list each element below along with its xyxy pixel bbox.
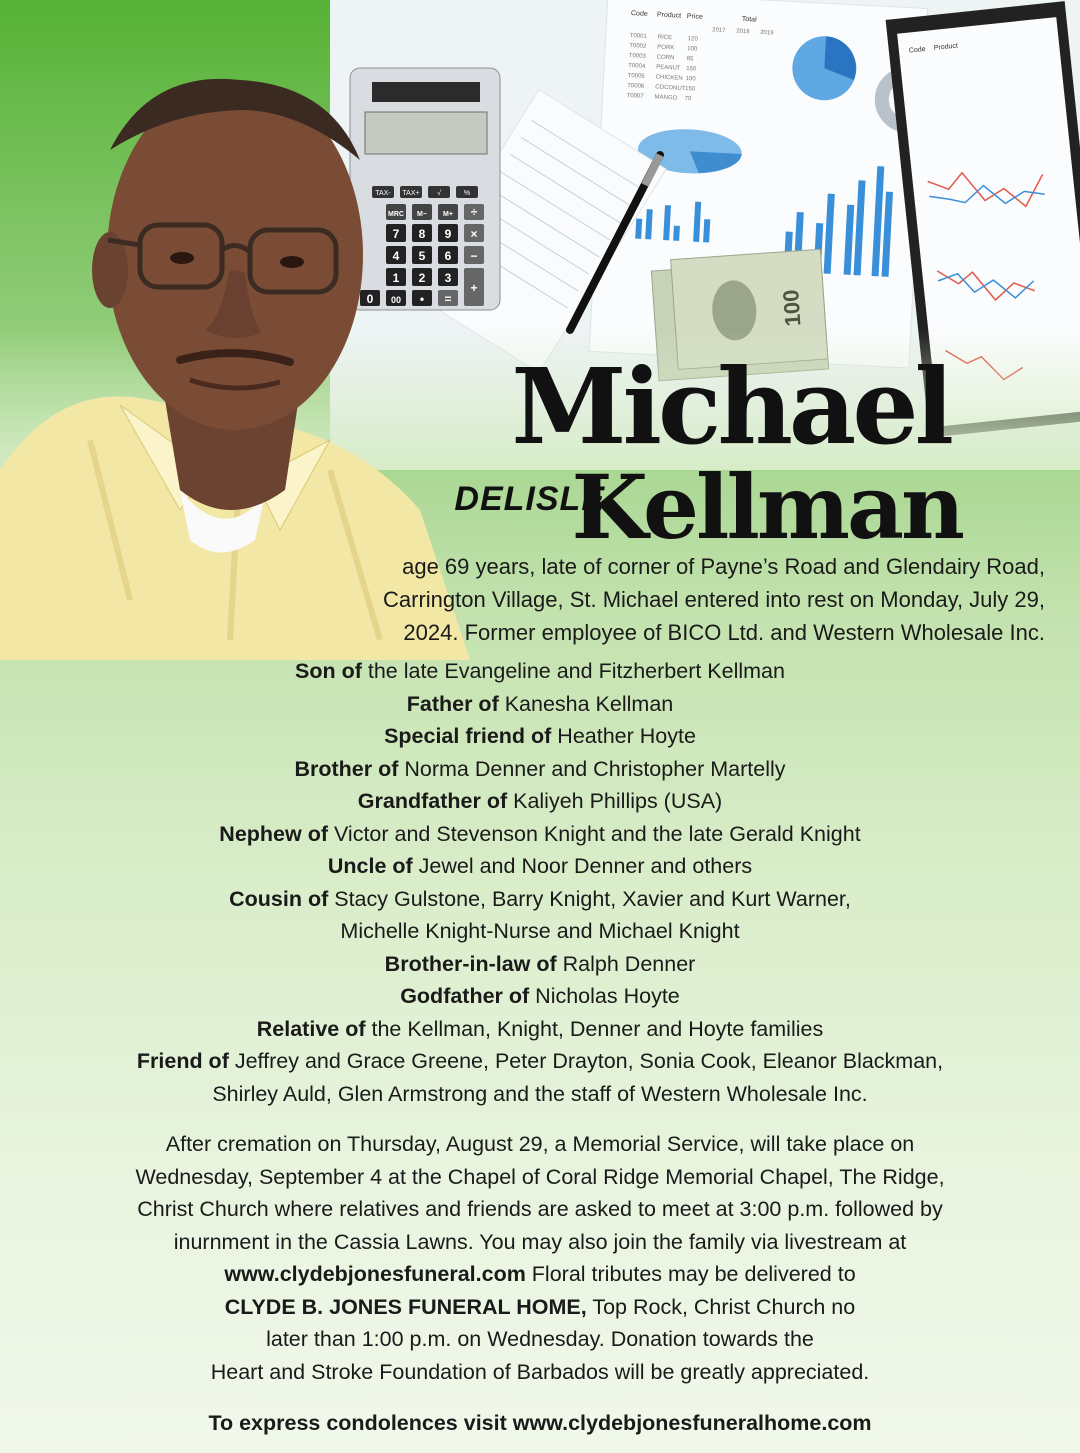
relation-friend-continued: Shirley Auld, Glen Armstrong and the staff of Western Wholesale Inc. — [212, 1081, 868, 1106]
relations-list — [20, 655, 1060, 1110]
deceased-middle-name: DELISLE — [454, 480, 605, 518]
relation-text: the late Evangeline and Fitzherbert Kellman — [361, 659, 785, 683]
condolences-link[interactable]: To express condolences visit www.clydebjonesfuneralhome.com — [208, 1411, 872, 1435]
relation-special-friend — [20, 720, 1060, 753]
intro-line: age 69 years, late of corner of Payne’s Road and Glendairy Road, — [402, 554, 1045, 579]
relation-text: Jeffrey and Grace Greene, Peter Drayton, Sonia Cook, Eleanor Blackman, — [228, 1049, 944, 1073]
relation-text: Nicholas Hoyte — [529, 984, 680, 1008]
service-line: Wednesday, September 4 at the Chapel of Coral Ridge Memorial Chapel, The Ridge, — [135, 1164, 945, 1189]
relation-text: the Kellman, Knight, Denner and Hoyte families — [365, 1016, 824, 1041]
relation-label: Brother of — [294, 756, 399, 781]
relation-label: Godfather of — [400, 984, 530, 1008]
service-line: inurnment in the Cassia Lawns. You may also join the family via livestream at — [173, 1229, 907, 1254]
relation-text: Victor and Stevenson Knight and the late Gerald Knight — [328, 821, 861, 846]
relation-label: Cousin of — [229, 886, 329, 911]
intro-line: Carrington Village, St. Michael entered into rest on Monday, July 29, — [383, 587, 1045, 612]
relation-label: Friend of — [136, 1049, 229, 1073]
relation-text: Kanesha Kellman — [498, 691, 674, 716]
relation-uncle — [20, 850, 1060, 883]
relation-nephew — [20, 818, 1060, 851]
relation-text: Stacy Gulstone, Barry Knight, Xavier and Kurt Warner, — [328, 886, 851, 911]
relation-text: Jewel and Noor Denner and others — [412, 854, 753, 878]
relation-label: Brother-in-law of — [384, 951, 557, 976]
memorial-service-paragraph — [40, 1128, 1040, 1388]
relation-brother — [20, 753, 1060, 786]
relation-label: Son of — [295, 659, 362, 683]
funeral-home-location: Top Rock, Christ Church no — [586, 1294, 856, 1319]
relation-cousin — [20, 883, 1060, 916]
relation-label: Uncle of — [327, 854, 413, 878]
relation-son — [20, 655, 1060, 688]
relation-text: Ralph Denner — [556, 951, 696, 976]
service-line — [40, 1291, 1040, 1324]
relation-grandfather — [20, 785, 1060, 818]
relation-godfather — [20, 980, 1060, 1013]
service-line: After cremation on Thursday, August 29, a Memorial Service, will take place on — [165, 1132, 915, 1156]
relation-label: Nephew of — [219, 821, 328, 846]
service-line: later than 1:00 p.m. on Wednesday. Donation towards the — [266, 1327, 814, 1351]
deceased-last-name: Kellman — [571, 455, 962, 559]
relation-brother-in-law — [20, 948, 1060, 981]
relation-text: Norma Denner and Christopher Martelly — [398, 756, 786, 781]
relation-relative — [20, 1013, 1060, 1046]
relation-label: Grandfather of — [357, 789, 508, 813]
relation-father — [20, 688, 1060, 721]
relation-text: Heather Hoyte — [551, 724, 696, 748]
relation-label: Father of — [406, 691, 499, 716]
relation-label: Special friend of — [384, 724, 552, 748]
intro-paragraph — [260, 550, 1045, 649]
relation-friend — [20, 1045, 1060, 1078]
deceased-first-name: Michael — [511, 345, 950, 468]
relation-label: Relative of — [256, 1016, 366, 1041]
service-line: Christ Church where relatives and friends are asked to meet at 3:00 p.m. followed by — [137, 1197, 943, 1221]
service-line: Heart and Stroke Foundation of Barbados will be greatly appreciated. — [210, 1359, 870, 1384]
relation-cousin-continued: Michelle Knight-Nurse and Michael Knight — [340, 919, 740, 943]
livestream-link[interactable]: www.clydebjonesfuneral.com — [224, 1262, 526, 1286]
funeral-home-name: CLYDE B. JONES FUNERAL HOME, — [224, 1294, 587, 1319]
intro-line: 2024. Former employee of BICO Ltd. and Western Wholesale Inc. — [403, 620, 1045, 645]
floral-text: Floral tributes may be delivered to — [525, 1262, 856, 1286]
relation-text: Kaliyeh Phillips (USA) — [507, 789, 723, 813]
service-line — [40, 1258, 1040, 1291]
